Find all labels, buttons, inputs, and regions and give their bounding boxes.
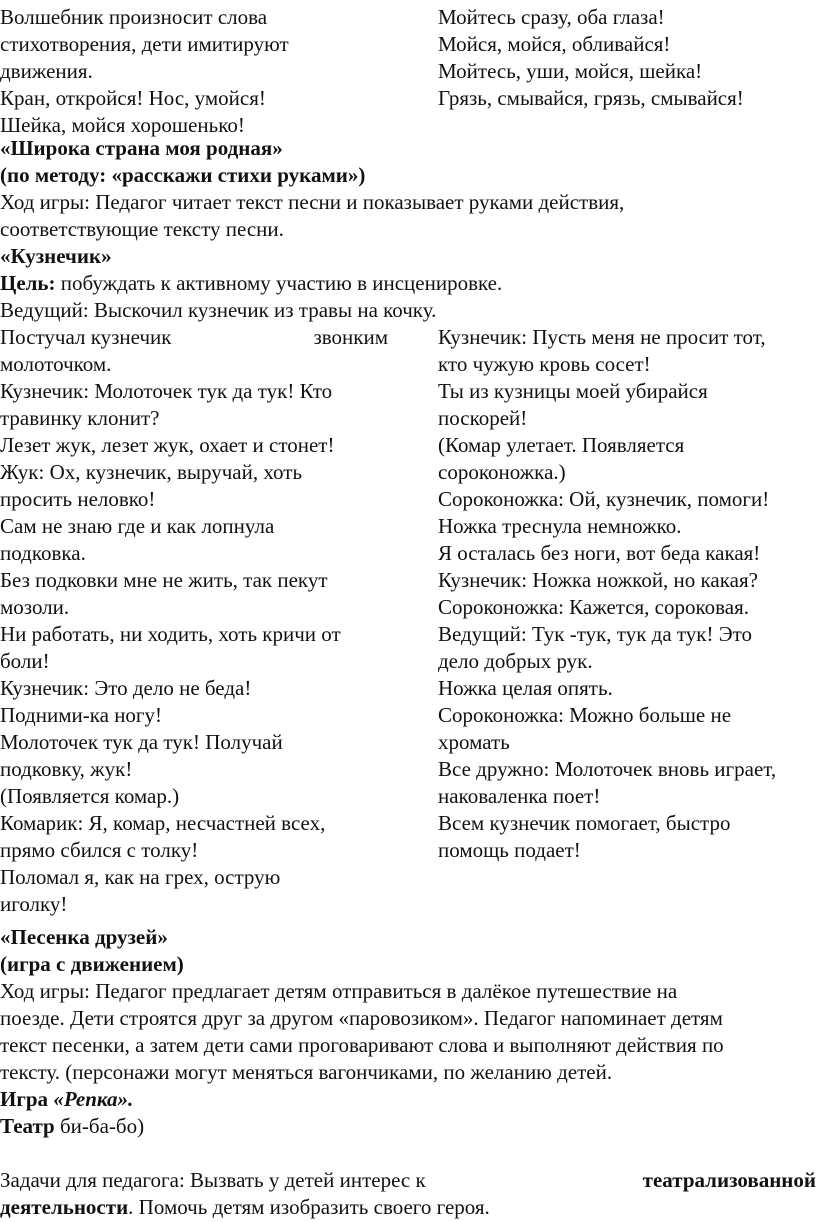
tasks-bold-word: театрализованной bbox=[642, 1168, 816, 1192]
section-description: текст песенки, а затем дети сами проговаривают слова и выполняют действия по bbox=[0, 1033, 724, 1057]
text-line: Молоточек тук да тук! Получай bbox=[0, 730, 283, 754]
game-title: «Репка». bbox=[53, 1087, 134, 1111]
text-line: помощь подает! bbox=[438, 838, 581, 862]
text-line: Ножка целая опять. bbox=[438, 676, 613, 700]
text-line: Ведущий: Тук -тук, тук да тук! Это bbox=[438, 622, 753, 646]
text-line: Ножка треснула немножко. bbox=[438, 514, 682, 538]
text-line: Я осталась без ноги, вот беда какая! bbox=[438, 541, 761, 565]
text-line: Подними-ка ногу! bbox=[0, 703, 163, 727]
text-line: Кузнечик: Пусть меня не просит тот, bbox=[438, 325, 766, 349]
tasks-rest: . Помочь детям изобразить своего героя. bbox=[128, 1195, 490, 1219]
tasks-label: Задачи для педагога: Вызвать у детей интерес к bbox=[0, 1168, 426, 1192]
text-fragment: Постучал кузнечик bbox=[0, 325, 172, 349]
top-left-column bbox=[0, 4, 400, 139]
text-line: Шейка, мойся хорошенько! bbox=[0, 113, 245, 137]
text-line: Все дружно: Молоточек вновь играет, bbox=[438, 757, 777, 781]
text-line: (Комар улетает. Появляется bbox=[438, 433, 685, 457]
section-description: Ход игры: Педагог читает текст песни и показывает руками действия, bbox=[0, 190, 625, 214]
text-line: движения. bbox=[0, 59, 93, 83]
text-fragment: звонким bbox=[313, 325, 388, 349]
text-line: хромать bbox=[438, 730, 510, 754]
text-line: Сороконожка: Можно больше не bbox=[438, 703, 732, 727]
theatre-text: би-ба-бо) bbox=[54, 1114, 145, 1138]
section-title: «Песенка друзей» bbox=[0, 925, 168, 949]
goal-label: Цель: bbox=[0, 271, 56, 295]
tasks-line bbox=[0, 1167, 816, 1194]
text-line: Ты из кузницы моей убирайся bbox=[438, 379, 708, 403]
text-line: Мойтесь сразу, оба глаза! bbox=[438, 5, 665, 29]
text-line: Поломал я, как на грех, острую bbox=[0, 865, 281, 889]
game-label: Игра bbox=[0, 1087, 54, 1111]
text-line: поскорей! bbox=[438, 406, 528, 430]
game-section-2 bbox=[0, 243, 816, 918]
poem-columns bbox=[0, 324, 816, 918]
text-line: молоточком. bbox=[0, 352, 112, 376]
text-line: Кран, откройся! Нос, умойся! bbox=[0, 86, 266, 110]
game-section-1 bbox=[0, 135, 816, 243]
text-line: подковка. bbox=[0, 541, 86, 565]
text-line: Мойтесь, уши, мойся, шейка! bbox=[438, 59, 703, 83]
text-line: (Появляется комар.) bbox=[0, 784, 180, 808]
poem-right-column bbox=[438, 324, 816, 864]
goal-line bbox=[0, 270, 816, 297]
game-section-4 bbox=[0, 1086, 816, 1140]
tasks-section bbox=[0, 1167, 816, 1221]
text-line: Сороконожка: Кажется, сороковая. bbox=[438, 595, 750, 619]
theatre-label: Театр bbox=[0, 1114, 55, 1138]
top-right-column bbox=[438, 4, 816, 112]
poem-left-column bbox=[0, 324, 400, 918]
text-line: травинку клонит? bbox=[0, 406, 160, 430]
text-line: наковаленка поет! bbox=[438, 784, 601, 808]
section-description: соответствующие тексту песни. bbox=[0, 217, 284, 241]
section-subtitle: (по методу: «расскажи стихи руками») bbox=[0, 163, 366, 187]
text-line: Сороконожка: Ой, кузнечик, помоги! bbox=[438, 487, 770, 511]
tasks-bold-word: деятельности bbox=[0, 1195, 129, 1219]
text-line: дело добрых рук. bbox=[438, 649, 593, 673]
text-line: иголку! bbox=[0, 892, 68, 916]
section-description: Ход игры: Педагог предлагает детям отправиться в далёкое путешествие на bbox=[0, 979, 678, 1003]
text-line: Кузнечик: Ножка ножкой, но какая? bbox=[438, 568, 758, 592]
section-description: поезде. Дети строятся друг за другом «паровозиком». Педагог напоминает детям bbox=[0, 1006, 723, 1030]
text-line: сороконожка.) bbox=[438, 460, 566, 484]
text-line: прямо сбился с толку! bbox=[0, 838, 199, 862]
text-line: Без подковки мне не жить, так пекут bbox=[0, 568, 328, 592]
game-title-line bbox=[0, 1086, 816, 1113]
text-line: Жук: Ох, кузнечик, выручай, хоть bbox=[0, 460, 303, 484]
text-line: Всем кузнечик помогает, быстро bbox=[438, 811, 731, 835]
text-line: Мойся, мойся, обливайся! bbox=[438, 32, 671, 56]
top-columns bbox=[0, 0, 816, 135]
section-description: тексту. (персонажи могут меняться вагончиками, по желанию детей. bbox=[0, 1060, 613, 1084]
section-title: «Кузнечик» bbox=[0, 244, 112, 268]
text-line: Комарик: Я, комар, несчастней всех, bbox=[0, 811, 326, 835]
text-line bbox=[0, 324, 388, 351]
text-line: Кузнечик: Это дело не беда! bbox=[0, 676, 252, 700]
theatre-line bbox=[0, 1113, 816, 1140]
text-line: просить неловко! bbox=[0, 487, 156, 511]
intro-line: Ведущий: Выскочил кузнечик из травы на кочку. bbox=[0, 298, 437, 322]
goal-text: побуждать к активному участию в инсценировке. bbox=[55, 271, 503, 295]
text-line: Лезет жук, лезет жук, охает и стонет! bbox=[0, 433, 335, 457]
text-line: кто чужую кровь сосет! bbox=[438, 352, 651, 376]
text-line: Сам не знаю где и как лопнула bbox=[0, 514, 275, 538]
game-section-3 bbox=[0, 924, 816, 1086]
text-line: стихотворения, дети имитируют bbox=[0, 32, 289, 56]
section-title: «Широка страна моя родная» bbox=[0, 136, 283, 160]
tasks-line bbox=[0, 1194, 816, 1221]
text-line: подковку, жук! bbox=[0, 757, 133, 781]
text-line: мозоли. bbox=[0, 595, 70, 619]
section-subtitle: (игра с движением) bbox=[0, 952, 184, 976]
text-line: Грязь, смывайся, грязь, смывайся! bbox=[438, 86, 744, 110]
text-line: Ни работать, ни ходить, хоть кричи от bbox=[0, 622, 341, 646]
text-line: боли! bbox=[0, 649, 50, 673]
text-line: Волшебник произносит слова bbox=[0, 5, 268, 29]
text-line: Кузнечик: Молоточек тук да тук! Кто bbox=[0, 379, 333, 403]
